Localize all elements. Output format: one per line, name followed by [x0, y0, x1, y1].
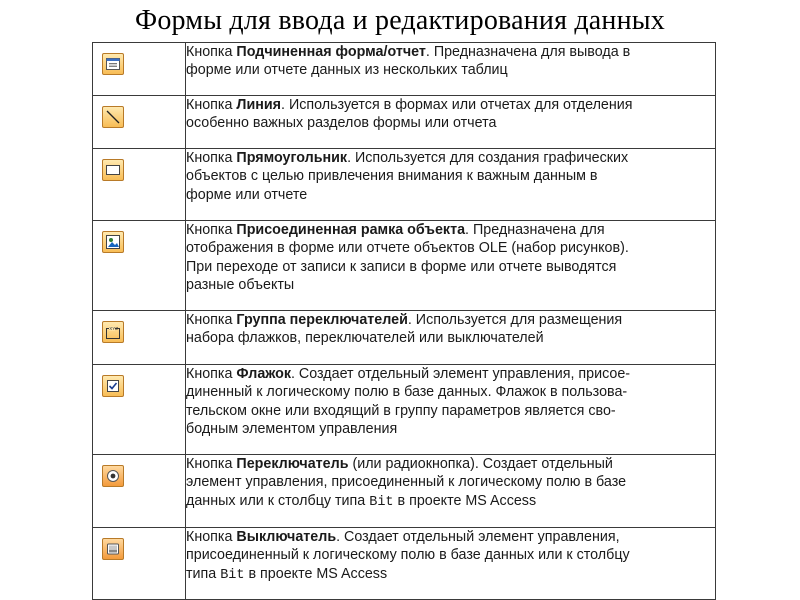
table-row [93, 96, 716, 149]
description-line: (или радиокнопка). Создает отдельный [348, 456, 613, 472]
icon-cell [93, 365, 186, 455]
control-name: Флажок [236, 366, 291, 382]
description-cell [186, 311, 716, 365]
control-name: Выключатель [236, 529, 337, 545]
rectangle-icon [102, 159, 124, 181]
description-cell [186, 43, 716, 96]
description-line: элемент управления, присоединенный к логическому полю в базе [186, 474, 627, 491]
code-text: Bit [220, 567, 245, 583]
description-line: объектов с целью привлечения внимания к важным данным в [186, 168, 598, 185]
lead-text: Кнопка [186, 366, 237, 382]
code-text: Bit [369, 494, 394, 510]
icon-cell [93, 96, 186, 149]
bound-object-frame-icon [102, 231, 124, 253]
control-name: Переключатель [236, 456, 349, 472]
description-line: отображения в форме или отчете объектов OLE (набор рисунков). [186, 240, 629, 257]
description-line: форме или отчете [186, 186, 308, 203]
svg-text:XYZ: XYZ [109, 326, 119, 331]
table-row [93, 311, 716, 365]
toggle-button-icon [102, 538, 124, 560]
description-line: . Используется для создания графических [347, 150, 629, 166]
lead-text: Кнопка [186, 529, 237, 545]
description-cell [186, 149, 716, 221]
control-name: Группа переключателей [236, 312, 408, 328]
icon-cell [93, 528, 186, 600]
table-row [93, 365, 716, 455]
lead-text: Кнопка [186, 222, 237, 238]
description-line: форме или отчете данных из нескольких таблиц [186, 62, 508, 79]
subform-icon [102, 53, 124, 75]
table-row [93, 455, 716, 528]
description-line: разные объекты [186, 276, 295, 293]
description-line: бодным элементом управления [186, 420, 398, 437]
description-line: . Используется в формах или отчетах для отделения [281, 97, 633, 113]
description-line: в проекте MS Access [244, 565, 388, 582]
description-line: диненный к логическому полю в базе данных. Флажок в пользова- [186, 384, 628, 401]
control-name: Подчиненная форма/отчет [236, 44, 426, 60]
icon-cell [93, 311, 186, 365]
description-cell [186, 96, 716, 149]
option-group-icon [102, 321, 124, 343]
icon-cell [93, 221, 186, 311]
page-title: Формы для ввода и редактирования данных [135, 5, 665, 36]
checkbox-icon [102, 375, 124, 397]
description-line: данных или к столбцу типа [186, 492, 370, 509]
description-line: тельском окне или входящий в группу параметров является сво- [186, 402, 616, 419]
lead-text: Кнопка [186, 150, 237, 166]
description-line: При переходе от записи к записи в форме или отчете выводятся [186, 258, 617, 275]
description-line: . Используется для размещения [407, 312, 623, 328]
description-line: . Создает отдельный элемент управления, присое- [290, 366, 631, 382]
lead-text: Кнопка [186, 44, 237, 60]
description-line: особенно важных разделов формы или отчета [186, 115, 497, 132]
description-line: в проекте MS Access [393, 492, 537, 509]
icon-cell [93, 455, 186, 528]
description-line: . Предназначена для [465, 222, 605, 238]
description-cell [186, 528, 716, 600]
description-line: типа [186, 565, 221, 582]
description-line: . Предназначена для вывода в [425, 44, 631, 60]
lead-text: Кнопка [186, 97, 237, 113]
icon-cell [93, 149, 186, 221]
lead-text: Кнопка [186, 456, 237, 472]
line-icon [102, 106, 124, 128]
description-line: присоединенный к логическому полю в базе данных или к столбцу [186, 547, 630, 564]
description-cell [186, 221, 716, 311]
control-name: Прямоугольник [236, 150, 348, 166]
icon-cell [93, 43, 186, 96]
table-row [93, 221, 716, 311]
table-row [93, 43, 716, 96]
controls-table [92, 42, 716, 600]
description-cell [186, 365, 716, 455]
table-row [93, 528, 716, 600]
description-line: . Создает отдельный элемент управления, [336, 529, 620, 545]
description-line: набора флажков, переключателей или выключателей [186, 330, 544, 347]
lead-text: Кнопка [186, 312, 237, 328]
control-name: Линия [236, 97, 282, 113]
description-cell [186, 455, 716, 528]
control-name: Присоединенная рамка объекта [236, 222, 466, 238]
table-row [93, 149, 716, 221]
option-button-icon [102, 465, 124, 487]
